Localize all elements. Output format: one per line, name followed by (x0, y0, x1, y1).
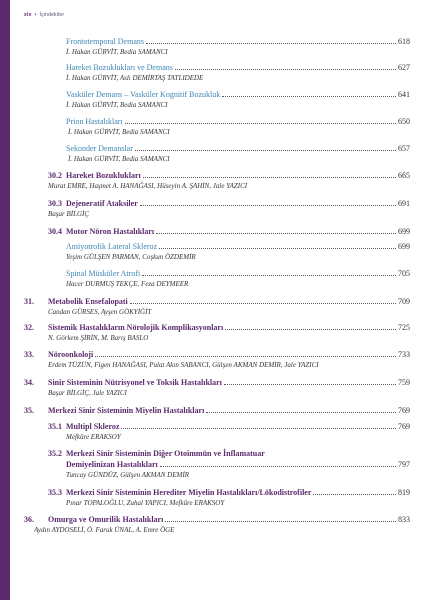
entry-number: 35.2 (48, 449, 62, 458)
toc-entry[interactable] (48, 514, 410, 525)
entry-title: Sinir Sisteminin Nütrisyonel ve Toksik Hastalıkları (48, 378, 222, 387)
entry-number: 33. (24, 350, 34, 359)
entry-title: Multipl Skleroz (66, 422, 120, 431)
entry-authors: Tuncay GÜNDÜZ, Gülşen AKMAN DEMİR (66, 471, 189, 479)
entry-title: Sekonder Demanslar (66, 144, 133, 153)
toc-entry[interactable] (66, 226, 410, 237)
dot-leader (142, 274, 396, 276)
dot-leader (140, 204, 396, 206)
entry-title: Merkezi Sinir Sisteminin Herediter Miyelin Hastalıkları/Lökodistrofiler (66, 488, 312, 497)
toc-entry[interactable] (66, 170, 410, 181)
entry-title: Motor Nöron Hastalıkları (66, 227, 155, 236)
toc-entry[interactable] (66, 421, 410, 432)
entry-authors: Aydın AYDOSELİ, Ö. Faruk ÜNAL, A. Emre ÖGE (34, 526, 175, 534)
entry-page: 691 (398, 199, 410, 208)
entry-number: 30.2 (48, 171, 62, 180)
entry-page: 641 (398, 90, 410, 99)
dot-leader (313, 493, 396, 495)
entry-page: 650 (398, 117, 410, 126)
entry-authors: Candan GÜRSES, Ayşen GÖKYİĞİT (48, 308, 152, 316)
entry-page: 618 (398, 37, 410, 46)
toc-entry[interactable] (66, 198, 410, 209)
entry-title: Amiyotrofik Lateral Skleroz (66, 242, 158, 251)
entry-title: Merkezi Sinir Sisteminin Miyelin Hastalıkları (48, 406, 205, 415)
entry-authors: Başar BİLGİÇ (48, 210, 90, 218)
entry-authors: İ. Hakan GÜRVİT, Aslı DEMİRTAŞ TATLIDEDE (66, 74, 204, 82)
entry-title: Omurga ve Omurilik Hastalıkları (48, 515, 164, 524)
entry-number: 35.1 (48, 422, 62, 431)
entry-title: Spinal Müsküler Atrofi (66, 269, 141, 278)
entry-title: Nöroonkoloji (48, 350, 94, 359)
entry-title: Demiyelinizan Hastalıkları (66, 460, 158, 469)
toc-entry[interactable] (48, 377, 410, 388)
entry-page: 769 (398, 422, 410, 431)
entry-page: 699 (398, 242, 410, 251)
dot-leader (175, 68, 396, 70)
toc-entry[interactable] (66, 143, 410, 154)
entry-title: Vasküler Demans – Vasküler Kognitif Bozukluk (66, 90, 221, 99)
header-separator-dot: • (34, 12, 37, 18)
entry-page: 699 (398, 227, 410, 236)
entry-number: 34. (24, 378, 34, 387)
dot-leader (146, 42, 396, 44)
toc-entry[interactable] (66, 268, 410, 279)
entry-authors: İ. Hakan GÜRVİT, Bedia SAMANCI (68, 155, 170, 163)
entry-page: 769 (398, 406, 410, 415)
entry-authors: İ. Hakan GÜRVİT, Bedia SAMANCI (68, 128, 170, 136)
toc-entry[interactable] (66, 459, 410, 470)
entry-authors: Mefkûre ERAKSOY (66, 433, 121, 441)
entry-authors: Erdem TÜZÜN, Figen HANAĞASI, Pulat Akın SABANCI, Gülşen AKMAN DEMİR, Jale YAZICI (48, 361, 319, 369)
entry-page: 657 (398, 144, 410, 153)
dot-leader (222, 95, 396, 97)
entry-authors: İ. Hakan GÜRVİT, Bedia SAMANCI (66, 48, 168, 56)
entry-title: Metabolik Ensefalopati (48, 297, 128, 306)
entry-authors: N. Görkem ŞİRİN, M. Barış BASLO (48, 334, 149, 342)
entry-authors: İ. Hakan GÜRVİT, Bedia SAMANCI (66, 101, 168, 109)
entry-page: 705 (398, 269, 410, 278)
entry-page: 759 (398, 378, 410, 387)
entry-page: 725 (398, 323, 410, 332)
toc-entry[interactable] (48, 322, 410, 333)
entry-page: 627 (398, 63, 410, 72)
entry-title: Sistemik Hastalıkların Nörolojik Komplikasyonları (48, 323, 224, 332)
entry-page: 665 (398, 171, 410, 180)
entry-title: Dejeneratif Ataksiler (66, 199, 138, 208)
dot-leader (130, 302, 396, 304)
entry-page: 819 (398, 488, 410, 497)
dot-leader (224, 383, 396, 385)
toc-entry[interactable] (66, 62, 410, 73)
toc-entry[interactable] (48, 296, 410, 307)
entry-number: 31. (24, 297, 34, 306)
entry-number: 30.4 (48, 227, 62, 236)
header-page-number: xiv (24, 12, 32, 18)
toc-entry[interactable] (48, 405, 410, 416)
toc-entry[interactable] (66, 116, 410, 127)
entry-title: Hareket Bozuklukları ve Demans (66, 63, 173, 72)
entry-page: 797 (398, 460, 410, 469)
dot-leader (95, 355, 396, 357)
entry-authors: Yeşim GÜLŞEN PARMAN, Coşkun ÖZDEMİR (66, 253, 196, 261)
dot-leader (121, 427, 396, 429)
toc-entry[interactable] (48, 349, 410, 360)
dot-leader (125, 122, 396, 124)
dot-leader (206, 411, 396, 413)
entry-title-line1[interactable]: Merkezi Sinir Sisteminin Diğer Otoimmün ve İnflamatuar (66, 449, 265, 458)
dot-leader (159, 247, 396, 249)
entry-authors: Hacer DURMUŞ TEKÇE, Feza DEYMEER (66, 280, 189, 288)
entry-page: 733 (398, 350, 410, 359)
dot-leader (160, 465, 396, 467)
entry-authors: Başar BİLGİÇ, Jale YAZICI (48, 389, 127, 397)
dot-leader (143, 176, 396, 178)
entry-title: Frontotemporal Demans (66, 37, 144, 46)
header-section-title: İçindekiler (39, 12, 65, 18)
toc-entry[interactable] (66, 487, 410, 498)
toc-entry[interactable] (66, 89, 410, 100)
entry-authors: Pınar TOPALOĞLU, Zuhal YAPICI, Mefkûre ERAKSOY (66, 499, 225, 507)
dot-leader (165, 520, 396, 522)
entry-page: 833 (398, 515, 410, 524)
entry-title: Hareket Bozuklukları (66, 171, 141, 180)
dot-leader (156, 232, 396, 234)
entry-number: 36. (24, 515, 34, 524)
entry-title: Prion Hastalıkları (66, 117, 123, 126)
entry-number: 30.3 (48, 199, 62, 208)
dot-leader (225, 328, 396, 330)
entry-number: 32. (24, 323, 34, 332)
dot-leader (135, 149, 396, 151)
entry-authors: Murat EMRE, Haşmet A. HANAĞASI, Hüseyin A. ŞAHİN, Jale YAZICI (48, 182, 248, 190)
entry-page: 709 (398, 297, 410, 306)
toc-entry[interactable] (66, 36, 410, 47)
toc-entry[interactable] (66, 241, 410, 252)
entry-number: 35.3 (48, 488, 62, 497)
entry-number: 35. (24, 406, 34, 415)
